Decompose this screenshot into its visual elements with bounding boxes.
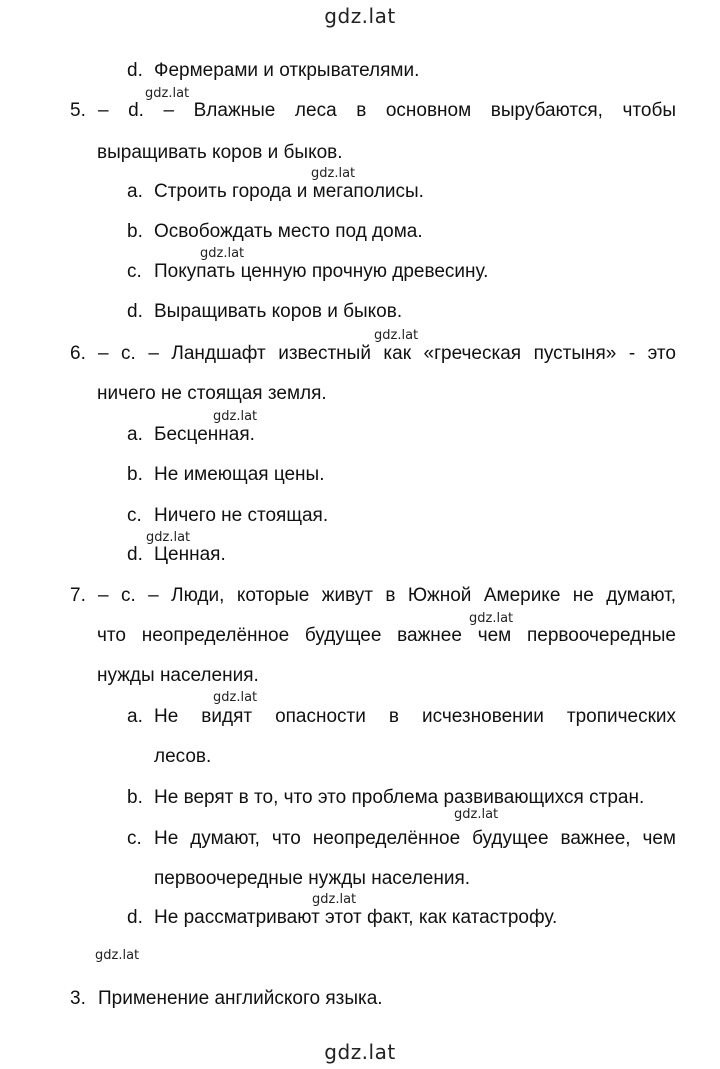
question-7-line-1 (70, 584, 676, 608)
option-letter: b. (127, 221, 143, 242)
option-letter: b. (127, 787, 143, 808)
option-letter: c. (127, 505, 142, 526)
watermark-bottom: gdz.lat (324, 1040, 396, 1064)
option-text: Не верят в то, что это проблема развивающихся стран. (154, 787, 645, 808)
question-text: – c. – Ландшафт известный как «греческая пустыня» - это (98, 343, 676, 364)
watermark: gdz.lat (213, 409, 258, 424)
option-text: Покупать ценную прочную древесину. (154, 261, 489, 282)
watermark: gdz.lat (311, 166, 356, 181)
option-line (127, 300, 402, 324)
option-line (127, 423, 255, 447)
option-letter: a. (127, 706, 143, 727)
option-letter: c. (127, 828, 142, 849)
option-text: Выращивать коров и быков. (154, 301, 403, 322)
option-text: Ценная. (154, 544, 226, 565)
question-5-line-1 (70, 99, 676, 123)
watermark: gdz.lat (146, 530, 191, 545)
watermark: gdz.lat (312, 892, 357, 907)
option-letter: d. (127, 60, 143, 81)
option-line (127, 906, 557, 930)
watermark: gdz.lat (454, 807, 499, 822)
question-text: – d. – Влажные леса в основном вырубаются, чтобы (98, 100, 676, 121)
option-text: Освобождать место под дома. (154, 221, 423, 242)
option-text: Не видят опасности в исчезновении тропических (154, 706, 676, 727)
option-line (127, 59, 419, 83)
question-6-line-2: ничего не стоящая земля. (97, 383, 327, 404)
question-number: 5. (70, 100, 86, 121)
option-text: Ничего не стоящая. (154, 505, 329, 526)
watermark: gdz.lat (145, 86, 190, 101)
option-letter: d. (127, 301, 143, 322)
watermark: gdz.lat (374, 328, 419, 343)
watermark-top: gdz.lat (324, 4, 396, 28)
question-text: – c. – Люди, которые живут в Южной Америке не думают, (98, 585, 676, 606)
option-line (127, 260, 488, 284)
option-letter: a. (127, 424, 143, 445)
option-text: Не имеющая цены. (154, 464, 325, 485)
option-text: Не думают, что неопределённое будущее важнее, чем (154, 828, 676, 849)
watermark: gdz.lat (95, 948, 140, 963)
option-line (127, 705, 676, 729)
option-text: Бесценная. (154, 424, 255, 445)
option-line (127, 543, 226, 567)
option-line (127, 786, 644, 810)
option-text-continued: лесов. (154, 746, 212, 767)
option-line (127, 827, 676, 851)
question-7-line-3: нужды населения. (97, 665, 259, 686)
option-letter: d. (127, 544, 143, 565)
option-letter: a. (127, 181, 143, 202)
option-line (127, 504, 328, 528)
option-text: Строить города и мегаполисы. (154, 181, 424, 202)
section-title: Применение английского языка. (98, 988, 383, 1009)
option-text-continued: первоочередные нужды населения. (154, 868, 471, 889)
question-7-line-2: что неопределённое будущее важнее чем первоочередные (97, 625, 676, 646)
option-line (127, 220, 423, 244)
section-number: 3. (70, 988, 86, 1009)
option-letter: b. (127, 464, 143, 485)
question-6-line-1 (70, 342, 676, 366)
option-letter: c. (127, 261, 142, 282)
question-5-line-2: выращивать коров и быков. (97, 142, 343, 163)
watermark: gdz.lat (469, 611, 514, 626)
watermark: gdz.lat (200, 246, 245, 261)
watermark: gdz.lat (213, 690, 258, 705)
option-letter: d. (127, 907, 143, 928)
option-text: Фермерами и открывателями. (154, 60, 420, 81)
question-number: 6. (70, 343, 86, 364)
option-text: Не рассматривают этот факт, как катастрофу. (154, 907, 558, 928)
option-line (127, 180, 424, 204)
section-heading (70, 987, 383, 1011)
question-number: 7. (70, 585, 86, 606)
option-line (127, 463, 325, 487)
